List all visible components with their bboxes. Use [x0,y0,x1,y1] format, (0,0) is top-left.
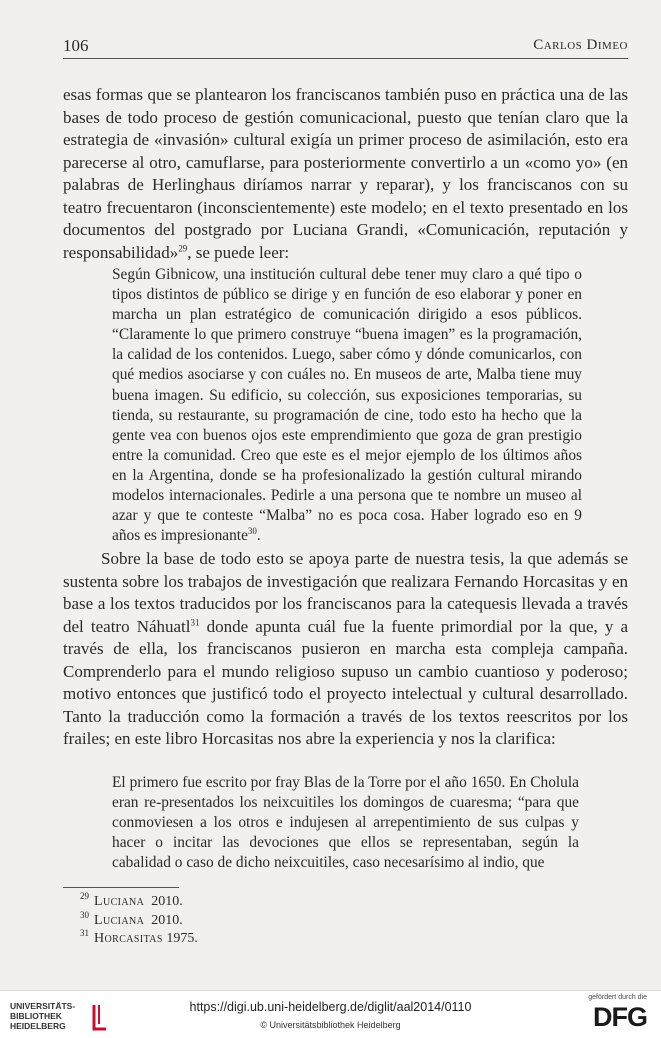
dfg-caption: gefördert durch die [588,994,647,1001]
footnote-year: 2010. [151,912,183,928]
footnote-author: Luciana [94,894,145,909]
footnote-year: 1975. [166,931,198,946]
footnote-author: Horcasitas [94,931,163,946]
quote-text: Según Gibnicow, una institución cultural debe tener muy claro a qué tipo o tipos distintos de público se dirige y en función de eso elaborar y poner en marcha un plan estratégico de comunicación dirigido a esos públicos. “Claramente lo que primero construye “buena imagen” es la programación, la calidad de los contenidos. Luego, saber cómo y dónde comunicarlos, con qué medios asociarse y con cuáles no. En museos de arte, Malba tiene muy buena imagen. Su edificio, su colección, sus exposiciones temporarias, su tienda, su restaurante, su programación de cine, todo esto ha hecho que la gente vea con buenos ojos este emprendimiento que goza de gran prestigio entre la comunidad. Creo que este es el mejor ejemplo de los últimos años en la Argentina, donde se ha profesionalizado la gestión cultural mirando modelos internacionales. Pedirle a una persona que te nombre un museo al azar y que te conteste “Malba” no es poca cosa. Haber logrado eso en 9 años es impresionante [112,266,582,545]
logo-line-2: BIBLIOTHEK [10,1011,62,1021]
viewer-footer [0,990,661,1038]
body-paragraph-1 [63,84,628,264]
logo-line-3: HEIDELBERG [10,1021,66,1031]
block-quote-2: El primero fue escrito por fray Blas de la Torre por el año 1650. En Cholula eran re-presentados los neixcuitiles los domingos de cuaresma; “para que conmoviesen a los otros e indujesen al arrepentimiento de sus culpas y hacer o incitar las devociones que ellos se representaban, según la cabalidad o caso de dicho neixcuitiles, caso necesarísimo al indio, que [112,774,579,872]
footnote-29: 29 Luciana 2010. [80,891,183,909]
permalink-url[interactable]: https://digi.ub.uni-heidelberg.de/diglit/aal2014/0110 [189,1000,472,1014]
running-head: Carlos Dimeo [533,37,628,53]
paragraph-text: esas formas que se plantearon los franciscanos también puso en práctica una de las bases de todo proceso de gestión comunicacional, puesto que tenían claro que la estrategia de «invasión» cultural exigía un primer proceso de asimilación, esto era parecerse al otro, camuflarse, para posteriormente convertirlo a un «como yo» (en palabras de Herlinghaus diríamos narrar y reparar), y los franciscanos con su teatro frecuentaron (inconscientemente) este modelo; en el texto presentado en los documentos del postgrado por Luciana Grandi, «Comunicación, reputación y responsabilidad» [63,85,628,262]
block-quote-1 [112,265,582,546]
footnote-ref-29[interactable]: 29 [178,242,188,253]
footnote-year: 2010. [151,894,183,909]
paragraph-text-end: , se puede leer: [187,242,290,262]
paragraph-text: Sobre la base de todo esto se apoya parte de nuestra tesis, la que además se sustenta sobre los trabajos de investigación que realizara Fernando Horcasitas y en base a los textos traducidos por los franciscanos para la catequesis llevada a través del teatro Náhuatl [63,549,628,636]
paragraph-text-cont: donde apunta cuál fue la fuente primordial por la que, y a través de ella, los franciscanos pusieron en marcha esta compleja campaña. Comprenderlo para el mundo religioso supuso un cambio cuantioso y poderoso; motivo entonces que justificó todo el proyecto intelectual y cultural desarrollado. Tanto la traducción como la formación a través de los textos reescritos por los frailes; en este libro Horcasitas nos abre la experiencia y nos la clarifica: [63,616,629,748]
footnote-30: 30 Luciana 2010. [80,909,183,928]
dfg-logo[interactable]: DFG [593,1002,647,1032]
footnote-rule [63,887,179,888]
footnote-31: 31 Horcasitas 1975. [80,928,198,946]
copyright-notice: © Universitätsbibliothek Heidelberg [260,1020,401,1030]
page-number: 106 [63,36,89,55]
quote-text-end: . [256,527,261,545]
header-rule [63,58,628,59]
footnote-author: Luciana [94,912,145,928]
footnotes [80,893,198,949]
logo-line-1: UNIVERSITÄTS- [10,1001,76,1011]
footnote-ref-30[interactable]: 30 [247,526,257,537]
footnote-ref-31[interactable]: 31 [190,616,200,627]
body-paragraph-2 [63,548,628,751]
